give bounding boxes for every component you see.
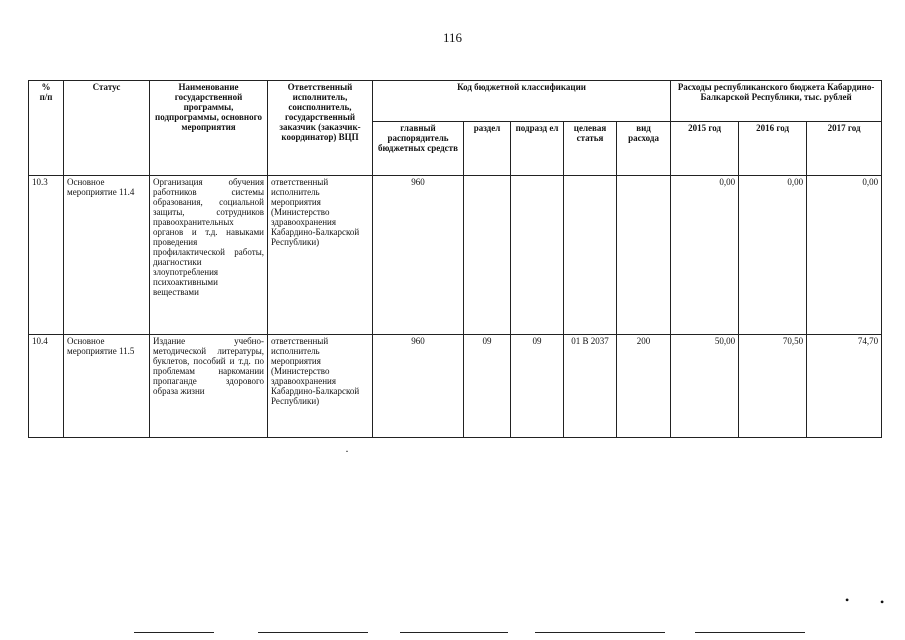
- scan-speck: ·: [345, 444, 349, 458]
- row-executor: ответственный исполнитель мероприятия (Министерство здравоохранения Кабардино-Балкарской Республики): [268, 335, 373, 438]
- header-name: Наименование государственной программы, подпрограммы, основного мероприятия: [150, 81, 268, 176]
- footer-rule: [134, 632, 214, 633]
- row-name: Издание учебно-методической литературы, буклетов, пособий и т.д. по проблемам наркомании пропаганде здорового образа жизни: [150, 335, 268, 438]
- footer-rule: [695, 632, 805, 633]
- row-grbs: 960: [373, 335, 464, 438]
- row-2016: 0,00: [739, 176, 807, 335]
- footer-rule: [400, 632, 508, 633]
- header-2016: 2016 год: [739, 122, 807, 176]
- row-num: 10.3: [29, 176, 64, 335]
- header-cel: целевая статья: [564, 122, 617, 176]
- table-row: [29, 176, 882, 335]
- header-vid: вид расхода: [617, 122, 671, 176]
- row-status: Основное мероприятие 11.4: [64, 176, 150, 335]
- row-2015: 50,00: [671, 335, 739, 438]
- row-vid: 200: [617, 335, 671, 438]
- row-razdel: [464, 176, 511, 335]
- page-number: 116: [442, 30, 463, 45]
- scan-speck: •: [880, 595, 885, 609]
- header-kbk: Код бюджетной классификации: [373, 81, 671, 122]
- row-podrazdel: 09: [511, 335, 564, 438]
- budget-table: [28, 80, 882, 438]
- row-2015: 0,00: [671, 176, 739, 335]
- header-podrazdel: подразд ел: [511, 122, 564, 176]
- row-grbs: 960: [373, 176, 464, 335]
- row-executor: ответственный исполнитель мероприятия (Министерство здравоохранения Кабардино-Балкарской Республики): [268, 176, 373, 335]
- row-podrazdel: [511, 176, 564, 335]
- table-header-row-1: [29, 81, 882, 122]
- row-cel: 01 В 2037: [564, 335, 617, 438]
- row-2017: 74,70: [807, 335, 882, 438]
- header-razdel: раздел: [464, 122, 511, 176]
- header-grbs: главный распорядитель бюджетных средств: [373, 122, 464, 176]
- row-2017: 0,00: [807, 176, 882, 335]
- header-status: Статус: [64, 81, 150, 176]
- header-expenses: Расходы республиканского бюджета Кабардино-Балкарской Республики, тыс. рублей: [671, 81, 882, 122]
- row-name: Организация обучения работников системы образования, социальной защиты, сотрудников правоохранительных органов и т.д. навыками проведения профилактической работы, диагностики злоупотребления психоактивными веществами: [150, 176, 268, 335]
- table-row: [29, 335, 882, 438]
- row-status: Основное мероприятие 11.5: [64, 335, 150, 438]
- header-num: % п/п: [29, 81, 64, 176]
- row-vid: [617, 176, 671, 335]
- scan-speck: •: [845, 593, 850, 607]
- row-razdel: 09: [464, 335, 511, 438]
- header-2015: 2015 год: [671, 122, 739, 176]
- header-2017: 2017 год: [807, 122, 882, 176]
- footer-rule: [535, 632, 665, 633]
- row-cel: [564, 176, 617, 335]
- footer-rule: [258, 632, 368, 633]
- row-num: 10.4: [29, 335, 64, 438]
- row-2016: 70,50: [739, 335, 807, 438]
- header-executor: Ответственный исполнитель, соисполнитель, государственный заказчик (заказчик-координатор) ВЦП: [268, 81, 373, 176]
